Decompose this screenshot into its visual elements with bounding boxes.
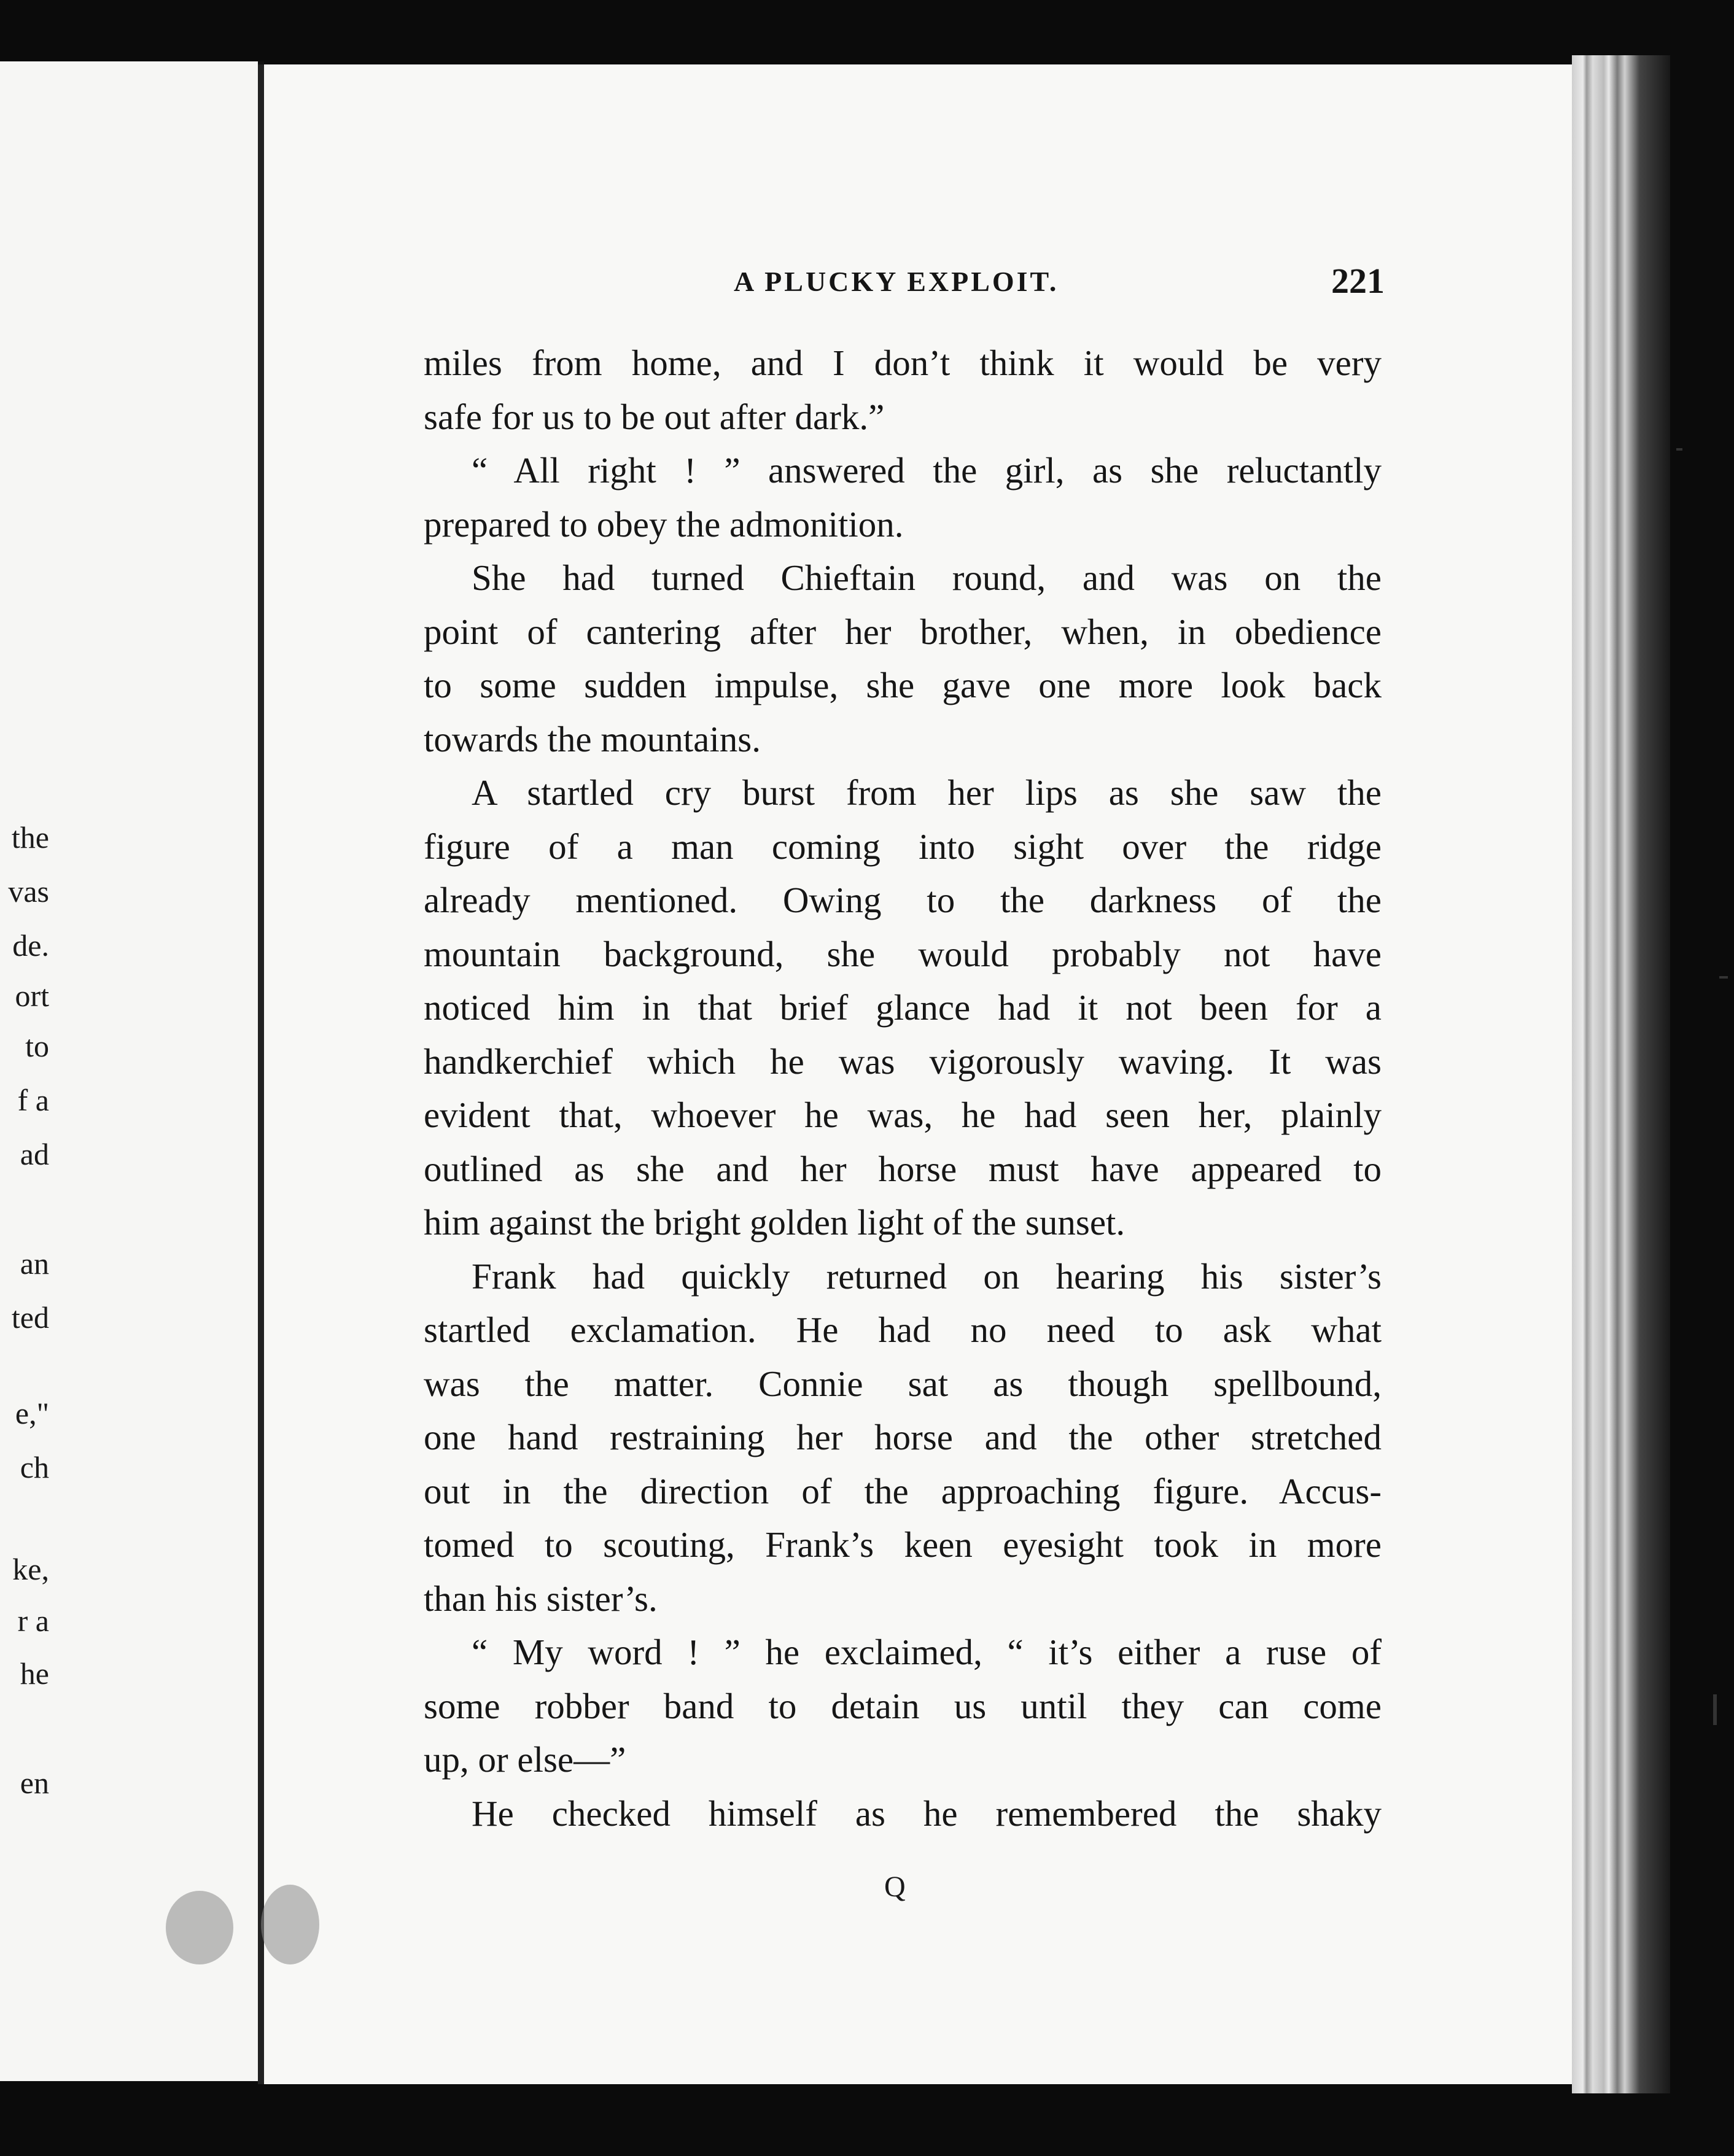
- paper-speck: [1713, 1694, 1717, 1725]
- text-line: mountain background, she would probably not have: [424, 933, 1382, 974]
- left-page-fragment: an: [20, 1246, 49, 1281]
- text-line: than his sister’s.: [424, 1578, 658, 1619]
- text-line: noticed him in that brief glance had it not been for a: [424, 987, 1382, 1028]
- text-line: some robber band to detain us until they can come: [424, 1685, 1382, 1726]
- left-page-fragment: en: [20, 1766, 49, 1800]
- text-line: one hand restraining her horse and the other stretched: [424, 1417, 1382, 1457]
- left-page-fragment: ted: [11, 1300, 49, 1335]
- left-page-fragment: to: [25, 1029, 49, 1063]
- text-line: safe for us to be out after dark.”: [424, 396, 885, 437]
- text-line: out in the direction of the approaching figure. Accus-: [424, 1470, 1382, 1511]
- text-line: He checked himself as he remembered the shaky: [472, 1793, 1382, 1834]
- page-number: 221: [1331, 261, 1385, 301]
- text-line: miles from home, and I don’t think it would be very: [424, 343, 1382, 383]
- left-page-fragment: vas: [8, 874, 49, 909]
- left-page-fragment: f a: [17, 1083, 49, 1117]
- text-line: Frank had quickly returned on hearing his sister’s: [472, 1255, 1382, 1297]
- text-line: him against the bright golden light of the sunset.: [424, 1202, 1126, 1243]
- text-line: evident that, whoever he was, he had seen her, plainly: [424, 1095, 1382, 1135]
- text-line: already mentioned. Owing to the darkness of the: [424, 880, 1382, 920]
- text-line: figure of a man coming into sight over the ridge: [424, 826, 1382, 867]
- left-page-fragment: ch: [20, 1450, 49, 1484]
- text-line: to some sudden impulse, she gave one more look back: [424, 665, 1382, 705]
- text-line: A startled cry burst from her lips as she saw the: [472, 772, 1382, 813]
- left-page-fragment: e,": [15, 1396, 49, 1430]
- ink-blot: [166, 1891, 233, 1964]
- text-line: startled exclamation. He had no need to ask what: [424, 1309, 1382, 1350]
- left-page-fragment: he: [20, 1656, 49, 1691]
- left-page-fragment: the: [11, 820, 49, 855]
- page-edge-stack: [1572, 55, 1670, 2093]
- text-line: tomed to scouting, Frank’s keen eyesight took in more: [424, 1524, 1382, 1565]
- text-line: up, or else—”: [424, 1739, 626, 1780]
- text-line: prepared to obey the admonition.: [424, 503, 904, 545]
- text-line: outlined as she and her horse must have appeared to: [424, 1148, 1382, 1189]
- text-line: “ All right ! ” answered the girl, as she reluctantly: [472, 450, 1382, 491]
- page-header: [734, 261, 1385, 308]
- paper-speck: [1719, 976, 1728, 979]
- text-line: was the matter. Connie sat as though spellbound,: [424, 1363, 1382, 1404]
- text-line: towards the mountains.: [424, 718, 761, 759]
- body-text: [424, 336, 1382, 1840]
- text-line: She had turned Chieftain round, and was on the: [472, 557, 1382, 598]
- left-facing-page: [0, 61, 264, 2081]
- ink-blot: [261, 1885, 319, 1964]
- left-page-fragment: r a: [17, 1603, 49, 1638]
- left-page-fragment: de.: [12, 928, 49, 963]
- left-page-fragment: ad: [20, 1137, 49, 1171]
- left-page-fragment: ort: [15, 979, 49, 1013]
- signature-mark: Q: [884, 1871, 906, 1903]
- running-head: A PLUCKY EXPLOIT.: [734, 266, 1059, 297]
- text-line: “ My word ! ” he exclaimed, “ it’s either a ruse of: [472, 1632, 1382, 1672]
- text-line: handkerchief which he was vigorously waving. It was: [424, 1041, 1382, 1082]
- paper-speck: [1676, 448, 1682, 451]
- text-line: point of cantering after her brother, when, in obedience: [424, 611, 1382, 652]
- left-page-fragment: ke,: [12, 1552, 49, 1586]
